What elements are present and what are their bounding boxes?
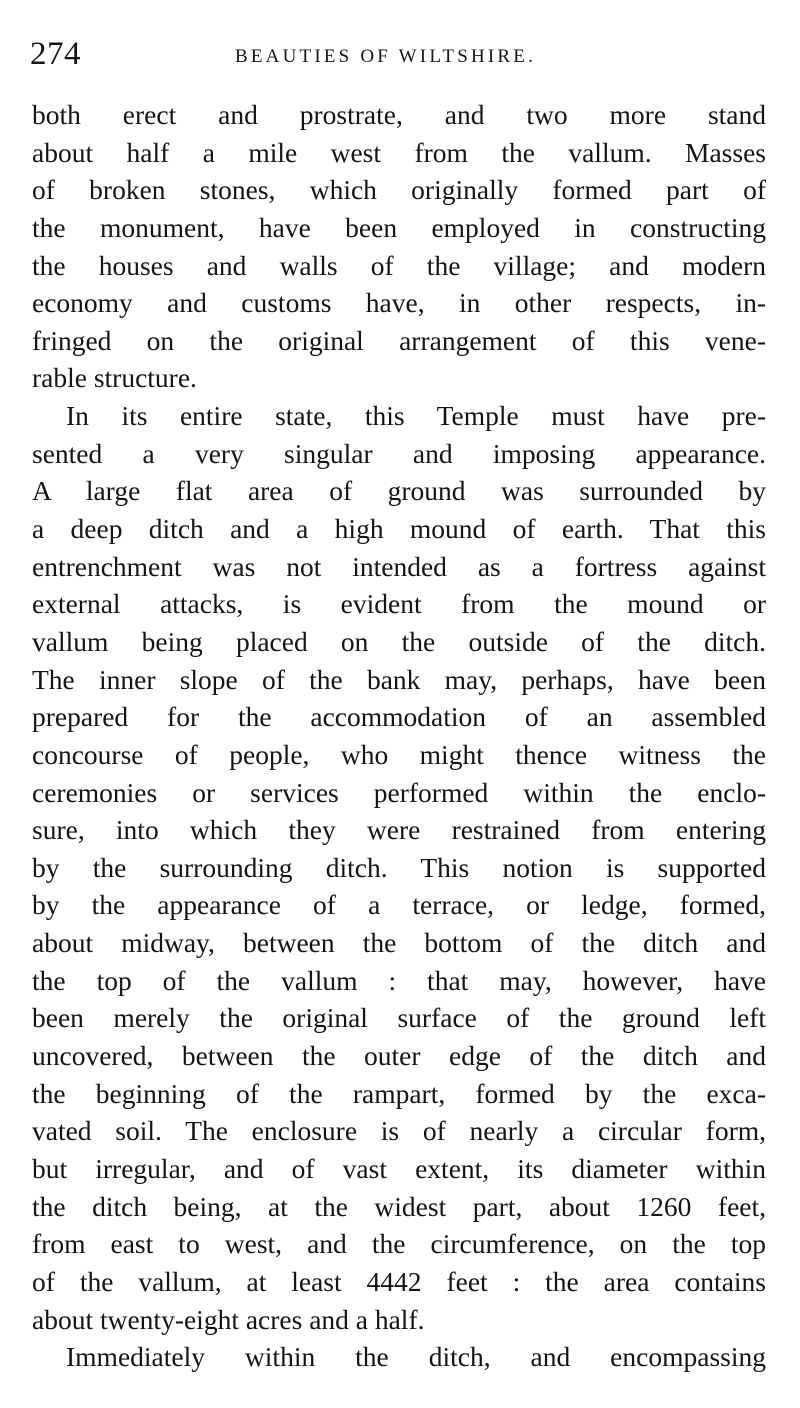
text-line: been merely the original surface of the ground left (32, 1002, 766, 1034)
text-line: the monument, have been employed in constructing (32, 211, 766, 243)
text-line: sented a very singular and imposing appearance. (32, 437, 766, 469)
text-line: about twenty-eight acres and a half. (32, 1303, 425, 1335)
text-line: vallum being placed on the outside of the ditch. (32, 625, 766, 657)
text-line: prepared for the accommodation of an assembled (32, 701, 766, 733)
body-text (32, 96, 766, 1376)
text-line: rable structure. (32, 362, 197, 394)
text-line: from east to west, and the circumference, on the top (32, 1228, 766, 1260)
text-line: vated soil. The enclosure is of nearly a circular form, (32, 1115, 766, 1147)
running-head: BEAUTIES OF WILTSHIRE. (235, 46, 537, 67)
text-line: entrenchment was not intended as a fortress against (32, 550, 766, 582)
text-line: the ditch being, at the widest part, about 1260 feet, (32, 1190, 766, 1222)
text-line: The inner slope of the bank may, perhaps, have been (32, 663, 766, 695)
text-line: fringed on the original arrangement of this vene- (32, 324, 766, 356)
text-line: by the appearance of a terrace, or ledge, formed, (32, 889, 766, 921)
text-line: uncovered, between the outer edge of the ditch and (32, 1040, 766, 1072)
text-line: In its entire state, this Temple must have pre- (66, 400, 766, 432)
text-line: sure, into which they were restrained from entering (32, 814, 766, 846)
text-line: concourse of people, who might thence witness the (32, 738, 766, 770)
text-line: Immediately within the ditch, and encompassing (66, 1341, 766, 1373)
text-line: both erect and prostrate, and two more stand (32, 99, 766, 130)
text-line: ceremonies or services performed within the enclo- (32, 776, 766, 808)
text-line: the beginning of the rampart, formed by the exca- (32, 1077, 766, 1109)
text-line: external attacks, is evident from the mound or (32, 588, 766, 620)
page-header (30, 34, 770, 74)
text-line: about half a mile west from the vallum. Masses (32, 136, 766, 168)
text-line: a deep ditch and a high mound of earth. That this (32, 513, 766, 545)
text-line: but irregular, and of vast extent, its diameter within (32, 1152, 766, 1184)
text-line: the houses and walls of the village; and modern (32, 249, 766, 281)
text-line: about midway, between the bottom of the ditch and (32, 927, 766, 959)
text-line: economy and customs have, in other respects, in- (32, 287, 766, 319)
text-line: A large flat area of ground was surrounded by (32, 475, 766, 507)
text-line: by the surrounding ditch. This notion is supported (32, 851, 766, 883)
text-line: of broken stones, which originally formed part of (32, 174, 766, 206)
page-number: 274 (30, 36, 81, 72)
text-line: of the vallum, at least 4442 feet : the area contains (32, 1265, 766, 1297)
text-line: the top of the vallum : that may, however, have (32, 964, 766, 996)
